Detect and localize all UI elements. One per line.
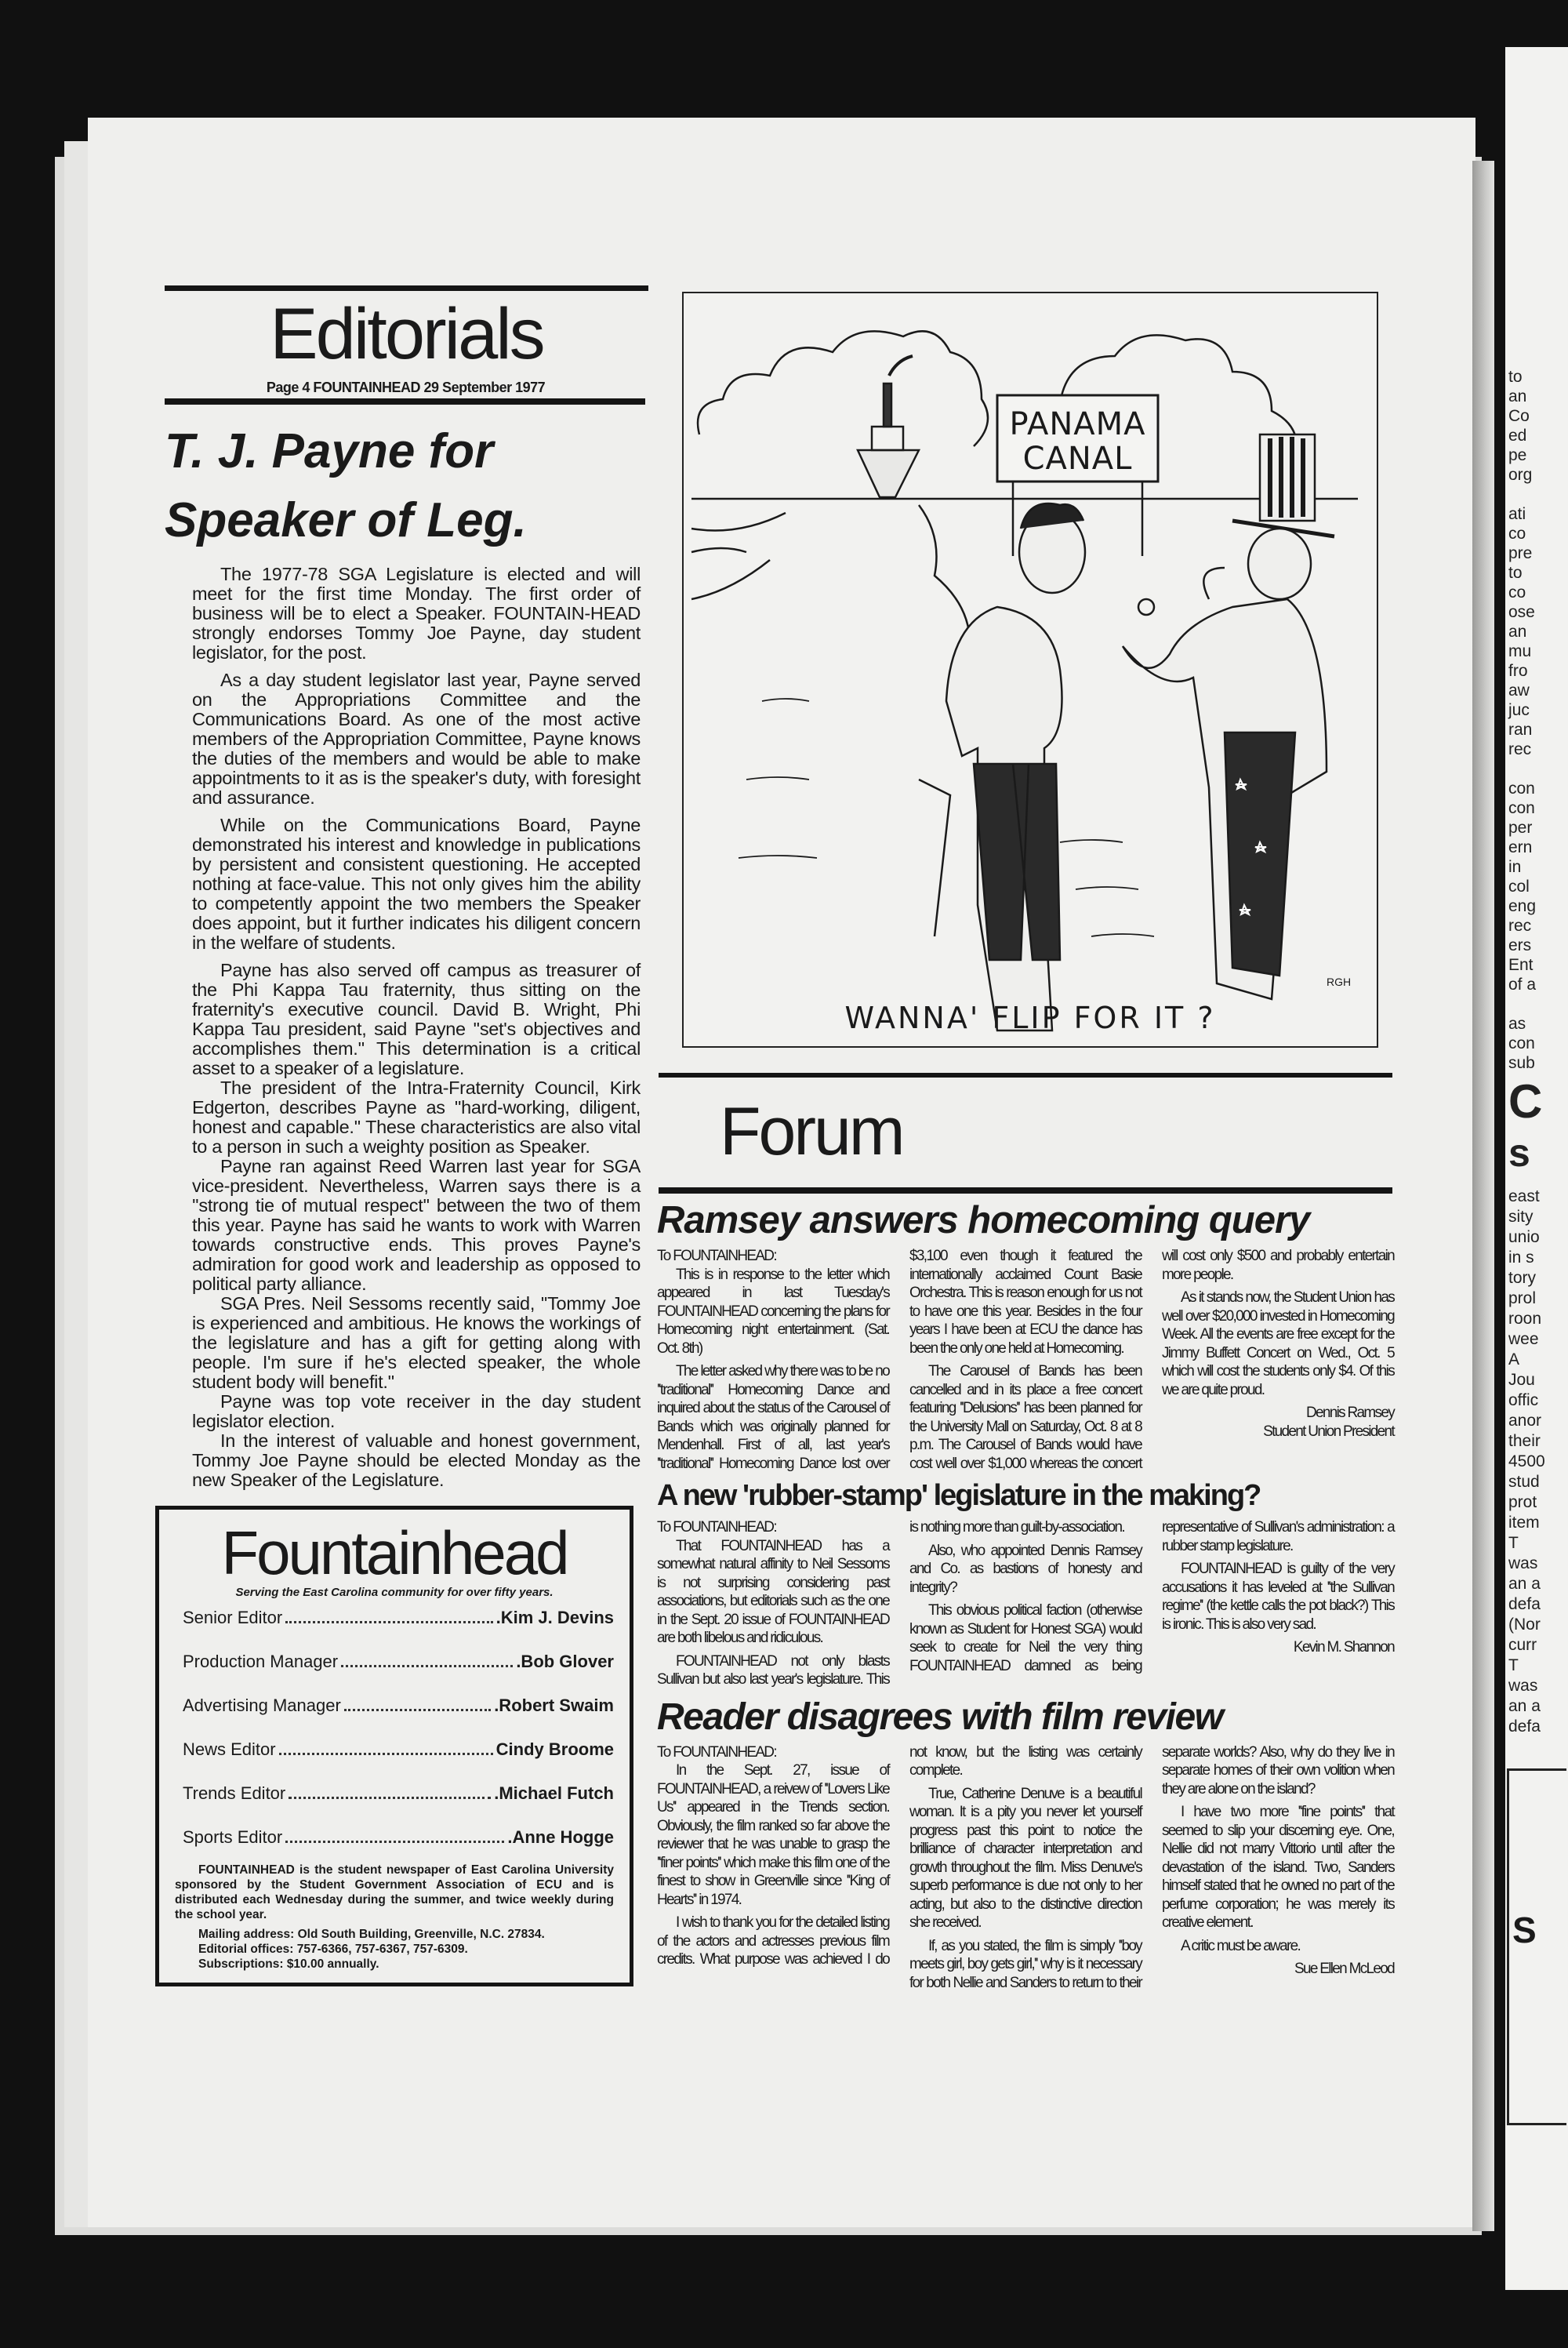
letter-salutation: To FOUNTAINHEAD:: [657, 1519, 776, 1536]
left-column: [155, 565, 641, 1986]
adjacent-text-fragment: A: [1508, 1350, 1520, 1368]
letter-salutation: To FOUNTAINHEAD:: [657, 1248, 776, 1265]
editorial-headline-line2: Speaker of Leg.: [165, 493, 527, 547]
adjacent-box-fragment: S: [1512, 1910, 1537, 1950]
masthead-slogan: Serving the East Carolina community for over fifty years.: [235, 1586, 554, 1599]
staff-row: [183, 1739, 614, 1761]
forum-top-rule: [659, 1073, 1392, 1078]
adjacent-text-fragment: mu: [1508, 642, 1532, 660]
leader-dots: [279, 1753, 493, 1755]
letter1-body: [657, 1247, 1394, 1473]
header-rule: [165, 398, 645, 405]
adjacent-text-fragment: in: [1508, 858, 1522, 876]
adjacent-text-fragment: T: [1508, 1534, 1519, 1552]
letter-paragraph: Also, who appointed Dennis Ramsey and Co. as bastions of honesty and integrity?: [909, 1542, 1142, 1596]
adjacent-text-fragment: prol: [1508, 1289, 1537, 1307]
letter-salutation: To FOUNTAINHEAD:: [657, 1743, 776, 1761]
editorial-paragraph: SGA Pres. Neil Sessoms recently said, ''Tommy Joe is experienced and ambitious. He knows the workings of the legislature and has a gift for getting along with people. I'm sure if he's elected speaker, the whole student body will benefit.'': [192, 1293, 641, 1392]
adjacent-text-fragment: east: [1508, 1187, 1540, 1205]
adjacent-text-fragment: an a: [1508, 1697, 1541, 1715]
adjacent-heading-fragment: C: [1508, 1075, 1543, 1128]
uncle-sam-figure: [1123, 434, 1334, 999]
adjacent-text-fragment: of a: [1508, 976, 1537, 994]
letter-paragraph: FOUNTAINHEAD is guilty of the very accusations it has leveled at ''the Sullivan regime'' (the kettle calls the pot black?) This is ironic. This is also very sad.: [1162, 1561, 1394, 1633]
letter-signature: Dennis Ramsey: [1305, 1405, 1394, 1422]
adjacent-text-fragment: curr: [1508, 1636, 1537, 1654]
adjacent-page-box: [1507, 1768, 1566, 2125]
adjacent-text-fragment: their: [1508, 1432, 1541, 1450]
adjacent-text-fragment: an a: [1508, 1575, 1541, 1593]
adjacent-text-fragment: (Nor: [1508, 1616, 1541, 1634]
masthead-contact: [198, 1927, 614, 1972]
staff-row: [183, 1651, 614, 1673]
adjacent-text-fragment: con: [1508, 780, 1535, 798]
letter2-headline: A new 'rubber-stamp' legislature in the making?: [657, 1479, 1261, 1513]
letter-paragraph: This obvious political faction (otherwise known as Student for Honest SGA) would seek to create for Neil the very thing FOUNTAINHEAD damned as being representative of Sullivan's administration: a rubber stamp legislature.: [909, 1519, 1394, 1674]
adjacent-text-fragment: item: [1508, 1514, 1540, 1532]
letter3-headline: Reader disagrees with film review: [657, 1696, 1223, 1738]
leader-dots: [285, 1621, 492, 1623]
adjacent-text-fragment: eng: [1508, 897, 1537, 915]
cartoon-caption: WANNA' FLIP FOR IT ?: [844, 1001, 1216, 1035]
leader-dots: [289, 1797, 491, 1799]
adjacent-text-fragment: co: [1508, 525, 1526, 543]
adjacent-text-fragment: was: [1508, 1677, 1538, 1695]
water-lines: [739, 699, 1154, 936]
section-title-forum: Forum: [720, 1094, 903, 1169]
masthead-box: [155, 1506, 633, 1986]
adjacent-text-fragment: sub: [1508, 1054, 1535, 1072]
adjacent-text-fragment: ers: [1508, 936, 1532, 954]
adjacent-text-fragment: unio: [1508, 1228, 1540, 1246]
staff-row: [183, 1695, 614, 1717]
adjacent-text-fragment: per: [1508, 819, 1533, 837]
subscriptions: Subscriptions: $10.00 annually.: [198, 1957, 379, 1971]
masthead-about: [175, 1863, 614, 1922]
coin-icon: [1138, 599, 1154, 615]
adjacent-text-fragment: stud: [1508, 1473, 1540, 1491]
editorial-paragraph: In the interest of valuable and honest government, Tommy Joe Payne should be elected Monday as the new Speaker of the Legislature.: [192, 1430, 641, 1490]
staff-row: [183, 1607, 614, 1629]
adjacent-text-fragment: sity: [1508, 1208, 1534, 1226]
adjacent-text-fragment: T: [1508, 1656, 1519, 1674]
adjacent-page-edge: [1505, 47, 1568, 2290]
editorial-body: [192, 565, 641, 1490]
adjacent-text-fragment: ed: [1508, 427, 1527, 445]
adjacent-text-fragment: anor: [1508, 1412, 1542, 1430]
editorial-paragraph: The 1977-78 SGA Legislature is elected and will meet for the first time Monday. The first order of business will be to elect a Speaker. FOUNTAIN-HEAD strongly endorses Tommy Joe Payne, day student legislator, for the post.: [192, 564, 641, 663]
ship-icon: [858, 356, 919, 497]
adjacent-text-fragment: con: [1508, 799, 1535, 817]
letter-paragraph: True, Catherine Denuve is a beautiful woman. It is a pity you never let yourself progress past this point to notice the brilliance of character interpretation and growth throughout the film. Miss Denuve's superb performance is due not only to her acting, but also to the distinctive direction she received.: [909, 1785, 1142, 1932]
young-man-figure: [919, 503, 1085, 1030]
adjacent-text-fragment: con: [1508, 1034, 1535, 1052]
staff-name: .Anne Hogge: [507, 1827, 614, 1847]
top-rule: [165, 285, 648, 291]
staff-row: [183, 1783, 614, 1805]
adjacent-text-fragment: 4500: [1508, 1452, 1545, 1470]
adjacent-text-fragment: org: [1508, 466, 1533, 484]
adjacent-text-fragment: roon: [1508, 1310, 1542, 1328]
editorial-headline-line1: T. J. Payne for: [165, 424, 494, 478]
staff-row: [183, 1826, 614, 1848]
adjacent-text-fragment: ran: [1508, 721, 1533, 739]
adjacent-heading-fragment: s: [1508, 1131, 1530, 1175]
editorial-cartoon: [682, 292, 1378, 1048]
adjacent-text-fragment: fro: [1508, 662, 1528, 680]
letter-paragraph: If, as you stated, the film is simply ''boy meets girl, boy gets girl,'' why is it necessary for both Nellie and Sanders to return to their separate worlds? Also, why do they live in separate homes of their own volition when they are alone on the island?: [909, 1743, 1394, 1991]
staff-name: Cindy Broome: [495, 1739, 614, 1759]
forum-rule: [659, 1187, 1392, 1194]
letter-signature-title: Student Union President: [1263, 1423, 1394, 1440]
forum-letters: [657, 1198, 1394, 1998]
letter-signature: Kevin M. Shannon: [1293, 1639, 1394, 1656]
staff-name: .Bob Glover: [516, 1652, 614, 1671]
editorial-paragraph: Payne has also served off campus as treasurer of the Phi Kappa Tau fraternity, thus sitting on the fraternity's executive council. David B. Wright, Phi Kappa Tau president, said Payne ''set's objectives and accomplishes them.'' This determination is a critical asset to a speaker of a legislature.: [192, 960, 641, 1078]
staff-list: [175, 1607, 614, 1848]
shoreline: [691, 505, 970, 670]
editorial-paragraph: Payne ran against Reed Warren last year for SGA vice-president. Nevertheless, Warren says there is a ''strong tie of mutual respect'' between the two of them this year. Payne has said he wants to work with Warren towards constructive ends. This proves Payne's admiration for good work and leadership as opposed to political party alliance.: [192, 1156, 641, 1294]
adjacent-text-fragment: ose: [1508, 603, 1535, 621]
adjacent-text-fragment: tory: [1508, 1269, 1537, 1287]
letter-paragraph: The letter asked why there was to be no ''traditional'' Homecoming Dance and inquired about the status of the Carousel of Bands which was originally planned for Mendenhall. First of all, last year's ''traditional'' Homecoming Dance lost over $3,100 even though it featured the internationally acclaimed Count Basie Orchestra. This is reason enough for us not to have one this year. Besides in the four years I have been at ECU the dance has been the only one held at Homecoming.: [657, 1248, 1142, 1472]
adjacent-text-fragment: Jou: [1508, 1371, 1535, 1389]
leader-dots: [285, 1841, 504, 1843]
leader-dots: [344, 1709, 491, 1711]
staff-role: Sports Editor: [183, 1827, 283, 1847]
letter-paragraph: That FOUNTAINHEAD has a somewhat natural affinity to Neil Sessoms is not surprising considering past associations, but editorials such as the one in the Sept. 20 issue of FOUNTAINHEAD are both libelous and ridiculous.: [657, 1537, 889, 1647]
adjacent-text-fragment: aw: [1508, 682, 1530, 700]
dateline: Page 4 FOUNTAINHEAD 29 September 1977: [266, 380, 546, 395]
section-title-editorials: Editorials: [270, 294, 543, 374]
adjacent-text-fragment: pre: [1508, 544, 1533, 562]
letter-paragraph: As it stands now, the Student Union has well over $20,000 invested in Homecoming Week. All the events are free except for the Jimmy Buffett Concert on Wed., Oct. 5 which will cost the students only $4. Of this we are quite proud.: [1162, 1289, 1394, 1398]
letter-paragraph: This is in response to the letter which appeared in last Tuesday's FOUNTAINHEAD concerning the plans for Homecoming night entertainment. (Sat. Oct. 8th): [657, 1266, 889, 1357]
adjacent-text-fragment: ern: [1508, 838, 1533, 856]
letter-signature: Sue Ellen McLeod: [1294, 1961, 1394, 1978]
editorial-paragraph: Payne was top vote receiver in the day student legislator election.: [192, 1391, 641, 1431]
staff-name: .Kim J. Devins: [495, 1608, 614, 1627]
staff-name: .Michael Futch: [494, 1783, 614, 1803]
letter-paragraph: I have two more ''fine points'' that seemed to slip your discerning eye. One, Nellie did not marry Vittorio until after the devastation of the island. Two, Sanders himself stated that he owned no part of the perfume corporation; he was merely its creative element.: [1162, 1804, 1394, 1932]
adjacent-text-fragment: col: [1508, 878, 1530, 896]
adjacent-text-fragment: rec: [1508, 740, 1532, 758]
adjacent-text-fragment: in s: [1508, 1249, 1534, 1267]
adjacent-text-fragment: pe: [1508, 446, 1527, 464]
letter2-body: [657, 1518, 1394, 1689]
editorial-paragraph: While on the Communications Board, Payne demonstrated his interest and knowledge in publications by persistent and consistent questioning. He accepted nothing at face-value. This not only gives him the ability to competently appoint the two members the Speaker does appoint, but it further indicates his diligent concern in the welfare of students.: [192, 815, 641, 953]
cloud-left: [698, 331, 988, 446]
letter-paragraph: The Carousel of Bands has been cancelled and in its place a free concert featuring ''Delusions'' has been planned for the University Mall on Saturday, Oct. 8 at 8 p.m. The Carousel of Bands would have cost well over $1,000 whereas the concert will cost only $500 and probably entertain more people.: [909, 1248, 1394, 1472]
adjacent-text-fragment: juc: [1508, 701, 1530, 719]
adjacent-text-fragment: defa: [1508, 1717, 1541, 1736]
adjacent-text-fragment: Ent: [1508, 956, 1534, 974]
adjacent-text-fragment: defa: [1508, 1595, 1541, 1613]
adjacent-text-fragment: to: [1508, 368, 1523, 386]
adjacent-text-fragment: an: [1508, 387, 1527, 405]
sign-text-line2: CANAL: [1022, 441, 1133, 477]
page-fold-shadow: [1472, 161, 1494, 2231]
editorial-paragraph: As a day student legislator last year, Payne served on the Appropriations Committee and the Communications Board. As one of the most active members of the Appropriation Committee, Payne knows the duties of the members and would be able to make appointments to it as is the speaker's duty, with foresight and assurance.: [192, 670, 641, 808]
mailing-address: Mailing address: Old South Building, Greenville, N.C. 27834.: [198, 1928, 545, 1941]
adjacent-text-fragment: was: [1508, 1554, 1538, 1572]
letter-paragraph: In the Sept. 27, issue of FOUNTAINHEAD, a reivew of ''Lovers Like Us'' appeared in the Trends section. Obviously, the film ranked so far above the reviewer that he was unable to grasp the ''finer points'' which make this film one of the finest to show in Greenville since ''King of Hearts'' in 1974.: [657, 1762, 889, 1908]
staff-role: News Editor: [183, 1739, 276, 1759]
adjacent-text-fragment: co: [1508, 583, 1526, 602]
leader-dots: [341, 1665, 513, 1667]
editorial-offices: Editorial offices: 757-6366, 757-6367, 757-6309.: [198, 1943, 468, 1956]
staff-name: .Robert Swaim: [494, 1696, 614, 1715]
adjacent-text-fragment: rec: [1508, 917, 1532, 935]
staff-role: Trends Editor: [183, 1783, 286, 1803]
adjacent-text-fragment: as: [1508, 1015, 1526, 1033]
letter-paragraph: FOUNTAINHEAD not only blasts Sullivan but also last year's legislature. This is nothing more than guilt-by-association.: [657, 1519, 1124, 1688]
about-text: FOUNTAINHEAD is the student newspaper of East Carolina University sponsored by the Student Government Association of ECU and is distributed each Wednesday during the summer, and twice weekly during the school year.: [175, 1863, 614, 1921]
adjacent-text-fragment: wee: [1508, 1330, 1539, 1348]
staff-role: Senior Editor: [183, 1608, 283, 1627]
letter-paragraph: A critic must be aware.: [1181, 1937, 1301, 1954]
adjacent-text-fragment: offic: [1508, 1391, 1539, 1409]
letter1-headline: Ramsey answers homecoming query: [657, 1199, 1310, 1241]
adjacent-text-fragment: to: [1508, 564, 1523, 582]
staff-role: Advertising Manager: [183, 1696, 341, 1715]
letter-paragraph: I wish to thank you for the detailed listing of the actors and actresses previous film credits. What purpose was achieved I do not know, but the listing was certainly complete.: [657, 1743, 1142, 1968]
letter3-body: [657, 1743, 1394, 1993]
adjacent-text-fragment: Co: [1508, 407, 1530, 425]
masthead-logo: Fountainhead: [221, 1518, 568, 1587]
sign-text-line1: PANAMA: [1009, 406, 1146, 442]
staff-role: Production Manager: [183, 1652, 339, 1671]
adjacent-text-fragment: prot: [1508, 1493, 1537, 1511]
editorial-paragraph: The president of the Intra-Fraternity Council, Kirk Edgerton, describes Payne as ''hard-working, diligent, honest and capable.'' These characteristics are also vital to a person in such a weighty position as Speaker.: [192, 1078, 641, 1157]
artist-initials: RGH: [1327, 976, 1352, 988]
adjacent-text-fragment: ati: [1508, 505, 1526, 523]
adjacent-text-fragment: an: [1508, 623, 1527, 641]
